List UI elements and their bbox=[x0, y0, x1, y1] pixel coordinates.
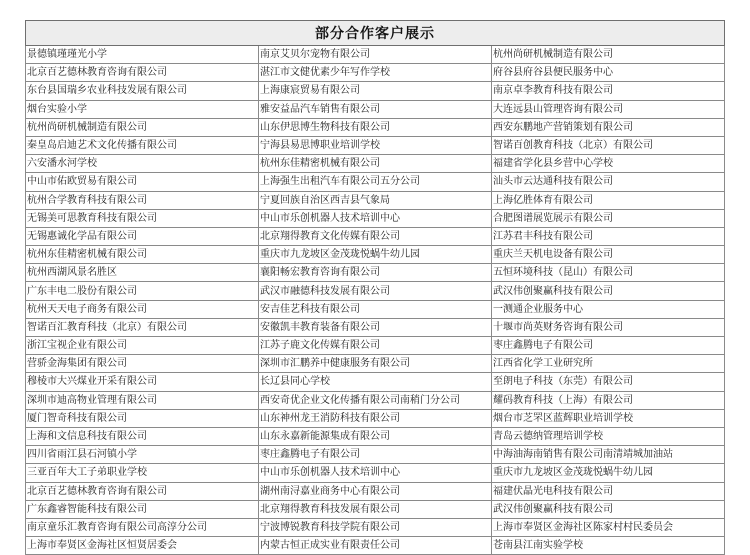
client-name-cell: 宁夏回族自治区西吉县气象局 bbox=[259, 191, 492, 209]
table-row bbox=[26, 391, 725, 409]
client-name-cell: 中海油海南销售有限公司南清靖城加油站 bbox=[492, 446, 725, 464]
table-row bbox=[26, 136, 725, 154]
client-name-cell: 浙江宝视企业有限公司 bbox=[26, 337, 259, 355]
table-row bbox=[26, 500, 725, 518]
client-name-cell: 上海亿胜体育有限公司 bbox=[492, 191, 725, 209]
client-name-cell: 襄阳畅宏教育咨询有限公司 bbox=[259, 264, 492, 282]
client-name-cell: 南京卓李教育科技有限公司 bbox=[492, 82, 725, 100]
client-name-cell: 烟台实验小学 bbox=[26, 100, 259, 118]
client-name-cell: 十堰市尚英财务咨询有限公司 bbox=[492, 318, 725, 336]
table-row bbox=[26, 264, 725, 282]
client-name-cell: 合肥图谱展览展示有限公司 bbox=[492, 209, 725, 227]
client-name-cell: 中山市乐创机器人技术培训中心 bbox=[259, 464, 492, 482]
client-name-cell: 厦门智奇科技有限公司 bbox=[26, 409, 259, 427]
client-name-cell: 江苏君丰科技有限公司 bbox=[492, 227, 725, 245]
client-name-cell: 江西省化学工业研究所 bbox=[492, 355, 725, 373]
client-name-cell: 杭州尚研机械制造有限公司 bbox=[492, 46, 725, 64]
client-name-cell: 烟台市芝罘区蓝辉职业培训学校 bbox=[492, 409, 725, 427]
client-name-cell: 无锡美可思教育科技有限公司 bbox=[26, 209, 259, 227]
client-list-table bbox=[25, 20, 725, 555]
table-row bbox=[26, 155, 725, 173]
client-name-cell: 北京翔得教育科技发展有限公司 bbox=[259, 500, 492, 518]
client-rows bbox=[26, 46, 725, 555]
client-name-cell: 中山市佑欧贸易有限公司 bbox=[26, 173, 259, 191]
client-name-cell: 四川省雨江县石河镇小学 bbox=[26, 446, 259, 464]
client-name-cell: 景德镇瑾瑾光小学 bbox=[26, 46, 259, 64]
client-name-cell: 枣庄鑫腾电子有限公司 bbox=[259, 446, 492, 464]
client-name-cell: 山东永嘉新能源集成有限公司 bbox=[259, 427, 492, 445]
client-name-cell: 山东伊思博生物科技有限公司 bbox=[259, 118, 492, 136]
table-row bbox=[26, 518, 725, 536]
client-name-cell: 江苏子鹿文化传媒有限公司 bbox=[259, 337, 492, 355]
client-name-cell: 北京百艺德林教育咨询有限公司 bbox=[26, 482, 259, 500]
client-name-cell: 武汉伟创聚赢科技有限公司 bbox=[492, 500, 725, 518]
client-name-cell: 三亚百年大工子弟职业学校 bbox=[26, 464, 259, 482]
client-name-cell: 府谷县府谷县便民服务中心 bbox=[492, 64, 725, 82]
table-row bbox=[26, 246, 725, 264]
table-row bbox=[26, 191, 725, 209]
client-name-cell: 五恒环境科技（昆山）有限公司 bbox=[492, 264, 725, 282]
client-name-cell: 秦皇岛启迪艺术文化传播有限公司 bbox=[26, 136, 259, 154]
table-row bbox=[26, 300, 725, 318]
client-name-cell: 苍南县江南实验学校 bbox=[492, 537, 725, 555]
client-name-cell: 杭州东佳精密机械有限公司 bbox=[26, 246, 259, 264]
table-row bbox=[26, 64, 725, 82]
client-name-cell: 北京百艺德林教育咨询有限公司 bbox=[26, 64, 259, 82]
client-name-cell: 至朗电子科技（东莞）有限公司 bbox=[492, 373, 725, 391]
table-row bbox=[26, 337, 725, 355]
table-row bbox=[26, 100, 725, 118]
client-name-cell: 南京艾贝尔宠物有限公司 bbox=[259, 46, 492, 64]
client-name-cell: 东台县国瑞乡农业科技发展有限公司 bbox=[26, 82, 259, 100]
table-row bbox=[26, 318, 725, 336]
client-name-cell: 穆棱市大兴煤业开采有限公司 bbox=[26, 373, 259, 391]
client-name-cell: 重庆兰天机电设备有限公司 bbox=[492, 246, 725, 264]
client-name-cell: 福建伏晶光电科技有限公司 bbox=[492, 482, 725, 500]
client-name-cell: 西安奇优企业文化传播有限公司南稍门分公司 bbox=[259, 391, 492, 409]
table-row bbox=[26, 173, 725, 191]
table-row bbox=[26, 482, 725, 500]
client-name-cell: 上海强生出租汽车有限公司五分公司 bbox=[259, 173, 492, 191]
client-name-cell: 雅安益品汽车销售有限公司 bbox=[259, 100, 492, 118]
client-name-cell: 深圳市迪高物业管理有限公司 bbox=[26, 391, 259, 409]
client-name-cell: 长辽县同心学校 bbox=[259, 373, 492, 391]
table-row bbox=[26, 355, 725, 373]
client-name-cell: 武汉市融德科技发展有限公司 bbox=[259, 282, 492, 300]
client-name-cell: 智诺百汇教育科技（北京）有限公司 bbox=[26, 318, 259, 336]
table-row bbox=[26, 46, 725, 64]
table-row bbox=[26, 227, 725, 245]
table-row bbox=[26, 282, 725, 300]
table-row bbox=[26, 446, 725, 464]
client-name-cell: 广东丰电二股份有限公司 bbox=[26, 282, 259, 300]
client-name-cell: 上海康宸贸易有限公司 bbox=[259, 82, 492, 100]
table-title: 部分合作客户展示 bbox=[26, 21, 725, 46]
table-row bbox=[26, 427, 725, 445]
client-name-cell: 西安东鹏地产营销策划有限公司 bbox=[492, 118, 725, 136]
client-name-cell: 北京翔得教育文化传媒有限公司 bbox=[259, 227, 492, 245]
table-row bbox=[26, 537, 725, 555]
table-row bbox=[26, 409, 725, 427]
table-row bbox=[26, 209, 725, 227]
client-name-cell: 杭州合学教育科技有限公司 bbox=[26, 191, 259, 209]
client-name-cell: 杭州尚研机械制造有限公司 bbox=[26, 118, 259, 136]
client-name-cell: 上海市奉贤区金海社区陈家村村民委员会 bbox=[492, 518, 725, 536]
client-name-cell: 上海市奉贤区金海社区恒贤居委会 bbox=[26, 537, 259, 555]
client-name-cell: 杭州东佳精密机械有限公司 bbox=[259, 155, 492, 173]
table-row bbox=[26, 118, 725, 136]
client-name-cell: 宁波博锐教育科技学院有限公司 bbox=[259, 518, 492, 536]
client-name-cell: 智诺百创教育科技（北京）有限公司 bbox=[492, 136, 725, 154]
client-name-cell: 武汉伟创聚赢科技有限公司 bbox=[492, 282, 725, 300]
client-name-cell: 大连远县山管理咨询有限公司 bbox=[492, 100, 725, 118]
client-name-cell: 杭州西湖风景名胜区 bbox=[26, 264, 259, 282]
table-row bbox=[26, 464, 725, 482]
client-name-cell: 内蒙古恒正成实业有限责任公司 bbox=[259, 537, 492, 555]
client-name-cell: 汕头市云达通科技有限公司 bbox=[492, 173, 725, 191]
table-row bbox=[26, 373, 725, 391]
title-row bbox=[26, 21, 725, 46]
client-name-cell: 无锡惠诚化学品有限公司 bbox=[26, 227, 259, 245]
client-name-cell: 深圳市汇鹏养中健康服务有限公司 bbox=[259, 355, 492, 373]
client-name-cell: 中山市乐创机器人技术培训中心 bbox=[259, 209, 492, 227]
client-name-cell: 青岛云德纳管理培训学校 bbox=[492, 427, 725, 445]
client-name-cell: 安吉佳艺科技有限公司 bbox=[259, 300, 492, 318]
client-name-cell: 耀码教育科技（上海）有限公司 bbox=[492, 391, 725, 409]
client-name-cell: 枣庄鑫腾电子有限公司 bbox=[492, 337, 725, 355]
table-row bbox=[26, 82, 725, 100]
client-name-cell: 湛江市文健优素少年写作学校 bbox=[259, 64, 492, 82]
client-name-cell: 重庆市九龙坡区金茂珑悦蜗牛幼儿园 bbox=[259, 246, 492, 264]
client-name-cell: 杭州天天电子商务有限公司 bbox=[26, 300, 259, 318]
client-name-cell: 宁海县易思博职业培训学校 bbox=[259, 136, 492, 154]
client-name-cell: 广东鑫睿智能科技有限公司 bbox=[26, 500, 259, 518]
client-name-cell: 安徽凯丰教育装备有限公司 bbox=[259, 318, 492, 336]
client-name-cell: 福建省学化县乡营中心学校 bbox=[492, 155, 725, 173]
client-name-cell: 南京童乐汇教育咨询有限公司高淳分公司 bbox=[26, 518, 259, 536]
client-name-cell: 上海和文信息科技有限公司 bbox=[26, 427, 259, 445]
client-name-cell: 山东神州龙王消防科技有限公司 bbox=[259, 409, 492, 427]
client-name-cell: 一测通企业服务中心 bbox=[492, 300, 725, 318]
client-name-cell: 湖州南浔嘉业商务中心有限公司 bbox=[259, 482, 492, 500]
client-table bbox=[25, 20, 724, 555]
client-name-cell: 营骄金海集团有限公司 bbox=[26, 355, 259, 373]
client-name-cell: 重庆市九龙坡区金茂珑悦蜗牛幼儿园 bbox=[492, 464, 725, 482]
client-name-cell: 六安潘水河学校 bbox=[26, 155, 259, 173]
